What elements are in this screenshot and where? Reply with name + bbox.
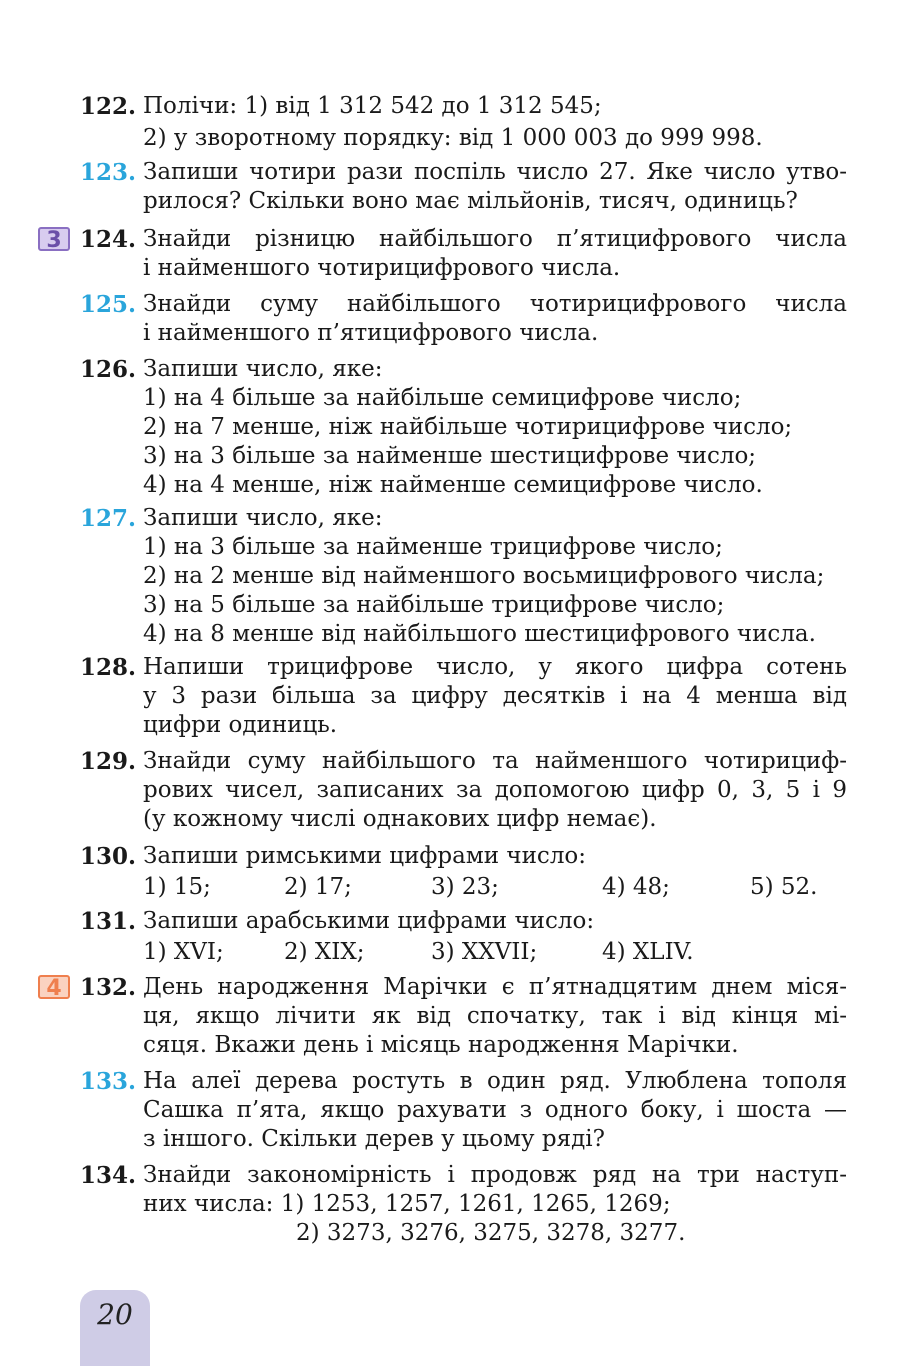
task-number: 132. (80, 974, 137, 1001)
task-line: рилося? Скільки воно має мільйонів, тисяч, одиниць? (143, 188, 798, 214)
task-number: 131. (80, 908, 137, 935)
task-line: 1) на 3 більше за найменше трицифрове число; (143, 534, 723, 560)
task-line: і найменшого чотирицифрового числа. (143, 255, 621, 281)
page-number: 20 (97, 1298, 133, 1331)
task-line: День народження Марічки є п’ятнадцятим днем міся- (143, 974, 847, 1000)
task-line: і найменшого п’ятицифрового числа. (143, 320, 599, 346)
task-text (143, 158, 847, 216)
task-text (143, 653, 847, 740)
task-line: Напиши трицифрове число, у якого цифра сотень (143, 654, 847, 680)
task-line: Сашка п’ята, якщо рахувати з одного боку, і шоста — (143, 1097, 847, 1123)
option-item: 3) 23; (431, 874, 499, 900)
task-line: На алеї дерева ростуть в один ряд. Улюблена тополя (143, 1068, 847, 1094)
task-line: 2) у зворотному порядку: від 1 000 003 до 999 998. (143, 125, 763, 151)
task-line: Знайди закономірність і продовж ряд на три наступ- (143, 1162, 847, 1188)
task-line: них числа: 1) 1253, 1257, 1261, 1265, 1269; (143, 1191, 671, 1217)
task-text (143, 504, 847, 649)
task-line: 2) на 7 менше, ніж найбільше чотирицифрове число; (143, 414, 793, 440)
task-line: Запиши чотири рази поспіль число 27. Яке число утво- (143, 159, 847, 185)
option-item: 4) XLIV. (602, 939, 694, 965)
task-line: 4) на 4 менше, ніж найменше семицифрове число. (143, 472, 763, 498)
task-text (143, 907, 847, 970)
task-number: 128. (80, 654, 137, 681)
option-item: 2) XIX; (284, 939, 365, 965)
task-number: 124. (80, 226, 137, 253)
task-line: рових чисел, записаних за допомогою цифр 0, 3, 5 і 9 (143, 777, 847, 803)
task-line: (у кожному числі однакових цифр немає). (143, 806, 657, 832)
task-line: Запиши число, яке: (143, 356, 383, 382)
option-item: 3) XXVII; (431, 939, 538, 965)
task-number: 125. (80, 291, 137, 318)
task-line: 3) на 5 більше за найбільше трицифрове число; (143, 592, 725, 618)
task-line: Запиши число, яке: (143, 505, 383, 531)
task-line: Знайди суму найбільшого та найменшого чотирициф- (143, 748, 847, 774)
task-number: 129. (80, 748, 137, 775)
task-text (143, 842, 847, 905)
task-number: 133. (80, 1068, 137, 1095)
task-number: 134. (80, 1162, 137, 1189)
task-number: 130. (80, 843, 137, 870)
task-line: 3) на 3 більше за найменше шестицифрове число; (143, 443, 757, 469)
task-line: 2) 3273, 3276, 3275, 3278, 3277. (296, 1220, 686, 1246)
task-line: сяця. Вкажи день і місяць народження Марічки. (143, 1032, 739, 1058)
task-line: цифри одиниць. (143, 712, 338, 738)
option-item: 4) 48; (602, 874, 670, 900)
level-4-badge: 4 (38, 975, 70, 999)
task-text (143, 92, 847, 153)
task-number: 126. (80, 356, 137, 383)
task-text (143, 747, 847, 834)
task-line: Запиши римськими цифрами число: (143, 843, 587, 869)
option-item: 5) 52. (750, 874, 818, 900)
task-line: 4) на 8 менше від найбільшого шестицифрового числа. (143, 621, 816, 647)
task-text (143, 225, 847, 283)
task-text (143, 973, 847, 1060)
task-number: 127. (80, 505, 137, 532)
option-item: 2) 17; (284, 874, 352, 900)
task-number: 123. (80, 159, 137, 186)
page-number-tab (80, 1290, 150, 1366)
option-item: 1) 15; (143, 874, 211, 900)
task-line: з іншого. Скільки дерев у цьому ряді? (143, 1126, 605, 1152)
task-line: Знайди різницю найбільшого п’ятицифрового числа (143, 226, 847, 252)
task-line: у 3 рази більша за цифру десятків і на 4 менша від (143, 683, 847, 709)
task-line: Запиши арабськими цифрами число: (143, 908, 595, 934)
option-item: 1) XVI; (143, 939, 224, 965)
task-line: 2) на 2 менше від найменшого восьмицифрового числа; (143, 563, 825, 589)
level-3-badge: 3 (38, 227, 70, 251)
task-line: Знайди суму найбільшого чотирицифрового числа (143, 291, 847, 317)
task-text (143, 1161, 847, 1248)
task-text (143, 1067, 847, 1154)
task-text (143, 290, 847, 348)
task-line: 1) на 4 більше за найбільше семицифрове число; (143, 385, 742, 411)
options-row (143, 938, 847, 970)
task-line: ця, якщо лічити як від спочатку, так і від кінця мі- (143, 1003, 847, 1029)
options-row (143, 873, 847, 905)
task-line: Полічи: 1) від 1 312 542 до 1 312 545; (143, 93, 602, 119)
task-text (143, 355, 847, 500)
task-number: 122. (80, 93, 137, 120)
